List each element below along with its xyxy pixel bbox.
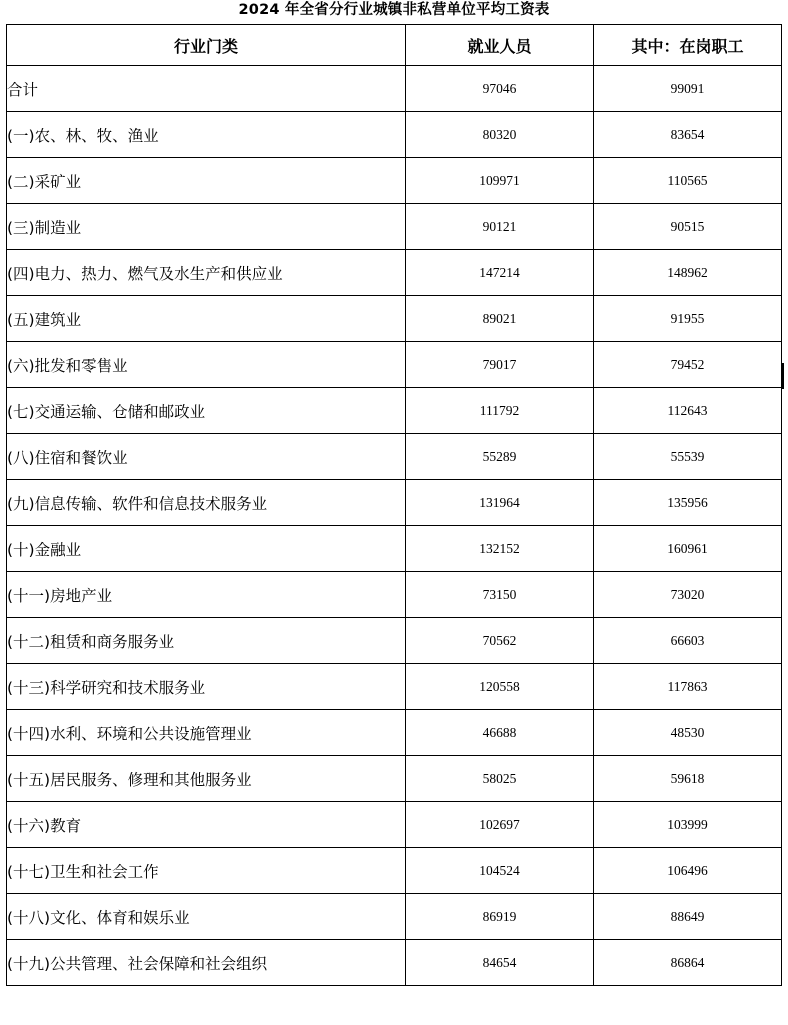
table-container: [0, 24, 788, 986]
cell-on-post: 160961: [594, 526, 782, 572]
cell-employed: 89021: [406, 296, 594, 342]
table-row: [7, 848, 782, 894]
cell-industry: (十五)居民服务、修理和其他服务业: [7, 756, 406, 802]
text-cursor-artifact: [781, 363, 784, 389]
table-row: [7, 388, 782, 434]
table-row: [7, 296, 782, 342]
table-row: [7, 250, 782, 296]
cell-employed: 111792: [406, 388, 594, 434]
cell-on-post: 83654: [594, 112, 782, 158]
cell-industry: (十六)教育: [7, 802, 406, 848]
cell-on-post: 73020: [594, 572, 782, 618]
cell-on-post: 90515: [594, 204, 782, 250]
column-header-employed: 就业人员: [406, 25, 594, 66]
table-row: [7, 802, 782, 848]
cell-on-post: 106496: [594, 848, 782, 894]
cell-employed: 79017: [406, 342, 594, 388]
cell-industry: (十三)科学研究和技术服务业: [7, 664, 406, 710]
cell-industry: (十八)文化、体育和娱乐业: [7, 894, 406, 940]
cell-industry: (十七)卫生和社会工作: [7, 848, 406, 894]
cell-employed: 97046: [406, 66, 594, 112]
cell-industry: (七)交通运输、仓储和邮政业: [7, 388, 406, 434]
table-header: [7, 25, 782, 66]
column-header-on-post: 其中：在岗职工: [594, 25, 782, 66]
table-row: [7, 66, 782, 112]
page-title: 2024 年全省分行业城镇非私营单位平均工资表: [238, 2, 550, 18]
cell-on-post: 110565: [594, 158, 782, 204]
cell-employed: 102697: [406, 802, 594, 848]
cell-employed: 90121: [406, 204, 594, 250]
table-row: [7, 112, 782, 158]
cell-industry: (一)农、林、牧、渔业: [7, 112, 406, 158]
cell-employed: 73150: [406, 572, 594, 618]
table-row: [7, 756, 782, 802]
column-header-industry: 行业门类: [7, 25, 406, 66]
cell-employed: 132152: [406, 526, 594, 572]
table-row: [7, 204, 782, 250]
table-row: [7, 158, 782, 204]
table-row: [7, 526, 782, 572]
table-body: [7, 66, 782, 986]
cell-industry: (六)批发和零售业: [7, 342, 406, 388]
table-row: [7, 940, 782, 986]
cell-industry: (十九)公共管理、社会保障和社会组织: [7, 940, 406, 986]
table-row: [7, 894, 782, 940]
cell-employed: 84654: [406, 940, 594, 986]
cell-employed: 46688: [406, 710, 594, 756]
cell-industry: (四)电力、热力、燃气及水生产和供应业: [7, 250, 406, 296]
cell-industry: (五)建筑业: [7, 296, 406, 342]
cell-on-post: 103999: [594, 802, 782, 848]
cell-employed: 120558: [406, 664, 594, 710]
cell-employed: 70562: [406, 618, 594, 664]
cell-on-post: 79452: [594, 342, 782, 388]
table-row: [7, 480, 782, 526]
cell-on-post: 135956: [594, 480, 782, 526]
table-row: [7, 710, 782, 756]
cell-industry: (十一)房地产业: [7, 572, 406, 618]
cell-on-post: 117863: [594, 664, 782, 710]
cell-industry: (二)采矿业: [7, 158, 406, 204]
cell-on-post: 99091: [594, 66, 782, 112]
table-row: [7, 664, 782, 710]
table-header-row: [7, 25, 782, 66]
cell-industry: (八)住宿和餐饮业: [7, 434, 406, 480]
cell-on-post: 48530: [594, 710, 782, 756]
wage-table: [6, 24, 782, 986]
cell-employed: 58025: [406, 756, 594, 802]
cell-on-post: 59618: [594, 756, 782, 802]
cell-employed: 104524: [406, 848, 594, 894]
cell-industry: (十二)租赁和商务服务业: [7, 618, 406, 664]
cell-industry: (三)制造业: [7, 204, 406, 250]
cell-on-post: 55539: [594, 434, 782, 480]
table-row: [7, 572, 782, 618]
cell-industry: (九)信息传输、软件和信息技术服务业: [7, 480, 406, 526]
cell-industry: (十四)水利、环境和公共设施管理业: [7, 710, 406, 756]
cell-on-post: 86864: [594, 940, 782, 986]
cell-on-post: 91955: [594, 296, 782, 342]
cell-employed: 109971: [406, 158, 594, 204]
table-row: [7, 618, 782, 664]
table-row: [7, 342, 782, 388]
table-row: [7, 434, 782, 480]
cell-employed: 55289: [406, 434, 594, 480]
cell-employed: 131964: [406, 480, 594, 526]
cell-employed: 147214: [406, 250, 594, 296]
cell-employed: 86919: [406, 894, 594, 940]
cell-on-post: 88649: [594, 894, 782, 940]
cell-employed: 80320: [406, 112, 594, 158]
cell-on-post: 148962: [594, 250, 782, 296]
cell-industry: 合计: [7, 66, 406, 112]
cell-on-post: 66603: [594, 618, 782, 664]
cell-industry: (十)金融业: [7, 526, 406, 572]
cell-on-post: 112643: [594, 388, 782, 434]
